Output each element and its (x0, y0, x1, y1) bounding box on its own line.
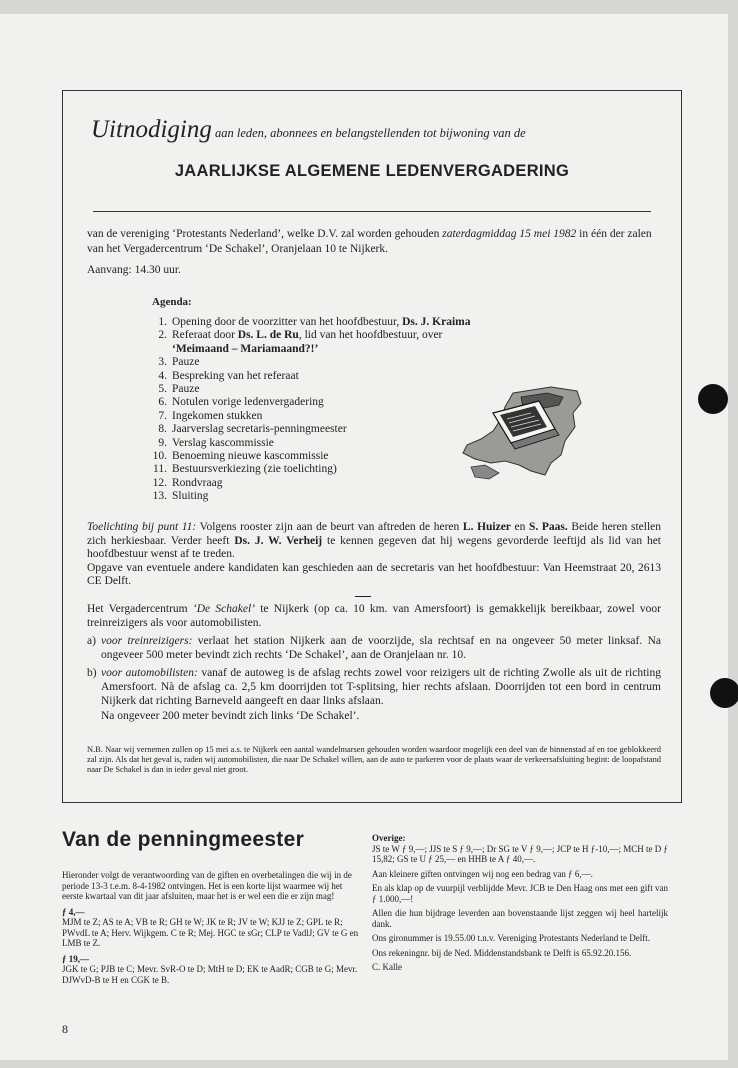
agenda-text: Benoeming nieuwe kascommissie (172, 450, 329, 463)
venue-name: ‘De Schakel’ (192, 603, 255, 615)
agenda-item (143, 329, 543, 356)
route-label: b) (87, 667, 97, 680)
section-dash (355, 596, 371, 597)
explanation (87, 521, 661, 589)
route-text: vanaf de autoweg is de afslag rechts zowel voor reizigers uit de richting Zwolle als uit de richting Amersfoort. Nà de afslag ca. 2,5 km doorrijden tot T-splitsing, hier rechts afslaan. Doorrijden tot een bord in centrum Nijkerk dat richting Barneveld aangeeft en daar links afslaan. (101, 667, 661, 707)
treasurer-title: Van de penningmeester (62, 828, 305, 851)
agenda-item (143, 490, 543, 503)
agenda-num: 1. (158, 316, 167, 328)
invitation-lead: Uitnodiging (91, 116, 212, 143)
page-number: 8 (62, 1022, 68, 1036)
agenda-text: Referaat door (172, 329, 238, 342)
treasurer-right-column (372, 833, 668, 977)
route-label: a) (87, 635, 96, 648)
intro-location: in één der zalen van het Vergadercentrum ‘De Schakel’, Oranjelaan 10 te Nijkerk. (87, 228, 652, 255)
candidate-instructions: Opgave van eventuele andere kandidaten kan geschieden aan de secretaris van het hoofdbestuur: Van Heemstraat 20, 2613 CE Delft. (87, 561, 661, 588)
agenda-text: Pauze (172, 383, 200, 396)
agenda-num: 7. (158, 409, 167, 422)
explanation-text: en (510, 521, 530, 533)
agenda-num: 12. (152, 476, 167, 489)
route-car (87, 667, 661, 708)
invitation-intro (87, 227, 657, 257)
agenda-item (143, 356, 543, 369)
route-intro-rest: te Nijkerk (op ca. 10 km. van Amersfoort) is gemakkelijk bereikbaar, zowel voor treinreizigers als voor automobilisten. (87, 603, 662, 629)
agenda-text: Bespreking van het referaat (172, 369, 299, 382)
agenda-item (143, 316, 543, 329)
nota-bene: N.B. Naar wij vernemen zullen op 15 mei a.s. te Nijkerk een aantal wandelmarsen gehouden worden waardoor mogelijk een deel van de binnenstad af en toe geblokkeerd zal zijn. Als dat het geval is, raden wij automobilisten, die naar De Schakel willen, aan de auto te parkeren voor de plaats waar de verkeersafsluiting begint: de loopafstand naar De Schakel is dan in ieder geval niet groot. (87, 745, 661, 774)
agenda-text: Ingekomen stukken (172, 409, 263, 422)
agenda-num: 9. (158, 436, 167, 449)
punch-hole-top (698, 384, 728, 414)
route-intro: Het Vergadercentrum (87, 603, 193, 615)
agenda-num: 6. (158, 396, 167, 409)
agenda-num: 4. (158, 369, 167, 382)
invitation-line (91, 116, 661, 144)
agenda-speaker: Ds. J. Kraima (402, 316, 471, 328)
agenda-text: Verslag kascommissie (172, 436, 274, 449)
invitation-rest: aan leden, abonnees en belangstellenden tot bijwoning van de (214, 126, 526, 140)
agenda-title: Agenda: (152, 296, 192, 308)
agenda-item (143, 370, 543, 383)
candidate-name: L. Huizer (462, 521, 511, 533)
treasurer-paragraph: En als klap op de vuurpijl verblijdde Mevr. JCB te Den Haag ons met een gift van ƒ 1.000,—! (372, 883, 668, 904)
start-time: Aanvang: 14.30 uur. (87, 264, 181, 276)
candidate-name: Ds. J. W. Verheij (234, 534, 323, 547)
gift-group-heading: ƒ 4,— (62, 906, 85, 917)
signature: C. Kalle (372, 962, 402, 972)
agenda-text: Notulen vorige ledenvergadering (172, 396, 324, 409)
agenda-num: 10. (152, 450, 167, 463)
route-train (87, 635, 661, 662)
agenda-text: Bestuursverkiezing (zie toelichting) (172, 463, 337, 476)
punch-hole-bottom (710, 678, 738, 708)
agenda-text: Jaarverslag secretaris-penningmeester (172, 423, 347, 436)
agenda-text: Sluiting (172, 490, 209, 503)
gift-group-heading: Overige: (372, 833, 406, 843)
agenda-text: Rondvraag (172, 476, 223, 489)
route-heading: voor automobilisten: (101, 667, 198, 680)
explanation-text: te kennen gegeven dat hij wegens gevorderde leeftijd als lid van het hoofdbestuur wenst af te treden. (87, 534, 661, 561)
agenda-num: 3. (158, 356, 167, 369)
agenda-text-after: , lid van het hoofdbestuur, over (298, 329, 443, 342)
gift-group-list: MJM te Z; AS te A; VB te R; GH te W; JK te R; JV te W; KJJ te Z; GPL te R; PWvdL te A; Herv. Wijkgem. C te R; Mej. HGC te sGr; CLP te VadlJ; GV te G en LMB te Z. (62, 917, 359, 948)
route-heading: voor treinreizigers: (101, 635, 193, 648)
agenda-text: Pauze (172, 356, 200, 369)
treasurer-intro: Hieronder volgt de verantwoording van de giften en overbetalingen die wij in de periode 13-3 t.e.m. 8-4-1982 ontvingen. Het is een korte lijst waarmee wij het eerste kwartaal van dit jaar afsluiten, maar het is er wel een die er zijn mag! (62, 870, 352, 901)
treasurer-left-column (62, 870, 359, 990)
gift-group-list: JS te W ƒ 9,—; JJS te S ƒ 9,—; Dr SG te V ƒ 9,—; JCP te H ƒ-10,—; MCH te D ƒ 15,82; GS te U ƒ 25,— en HHB te A ƒ 40,—. (372, 843, 668, 864)
meeting-date: zaterdagmiddag 15 mei 1982 (442, 228, 577, 240)
agenda-num: 2. (158, 329, 167, 342)
treasurer-paragraph: Ons rekeningnr. bij de Ned. Middenstandsbank te Delft is 65.92.20.156. (372, 947, 632, 958)
page (0, 14, 728, 1060)
agenda-text: Opening door de voorzitter van het hoofdbestuur, (172, 316, 403, 328)
agenda-num: 11. (153, 463, 167, 476)
explanation-text: Volgens rooster zijn aan de beurt van aftreden de heren (196, 521, 463, 533)
netherlands-map-icon (455, 383, 585, 483)
gift-group-list: JGK te G; PJB te C; Mevr. SvR-O te D; MtH te D; EK te AadR; CGB te G; Mevr. DJWvD-B te H en CGK te B. (62, 964, 358, 985)
gift-group-heading: ƒ 19,— (62, 953, 89, 964)
divider (93, 211, 651, 212)
agenda-num: 5. (158, 383, 167, 396)
explanation-text: Beide heren stellen zich herkiesbaar. Verder heeft (87, 521, 661, 547)
route-description (87, 603, 661, 724)
treasurer-paragraph: Allen die hun bijdrage leverden aan bovenstaande lijst zeggen wij heel hartelijk dank. (372, 908, 668, 929)
agenda-num: 8. (158, 423, 167, 436)
explanation-label: Toelichting bij punt 11: (87, 521, 197, 533)
route-final: Na ongeveer 200 meter bevindt zich links ‘De Schakel’. (101, 710, 360, 723)
treasurer-paragraph: Ons gironummer is 19.55.00 t.n.v. Vereniging Protestants Nederland te Delft. (372, 933, 650, 943)
agenda-num: 13. (152, 490, 167, 503)
candidate-name: S. Paas. (529, 521, 568, 533)
route-text: verlaat het station Nijkerk aan de voorzijde, sla rechtsaf en na ongeveer 50 meter linksaf. Na ongeveer 500 meter bevindt zich rechts ‘De Schakel’, aan de Oranjelaan nr. 10. (101, 635, 661, 661)
agenda-speaker: Ds. L. de Ru (237, 329, 299, 342)
lecture-title: ‘Meimaand – Mariamaand?!’ (172, 342, 319, 355)
treasurer-paragraph: Aan kleinere giften ontvingen wij nog een bedrag van ƒ 6,—. (372, 868, 593, 879)
intro-text: van de vereniging ‘Protestants Nederland’, welke D.V. zal worden gehouden (87, 228, 443, 240)
invitation-box (62, 90, 682, 803)
meeting-heading: JAARLIJKSE ALGEMENE LEDENVERGADERING (174, 162, 570, 180)
